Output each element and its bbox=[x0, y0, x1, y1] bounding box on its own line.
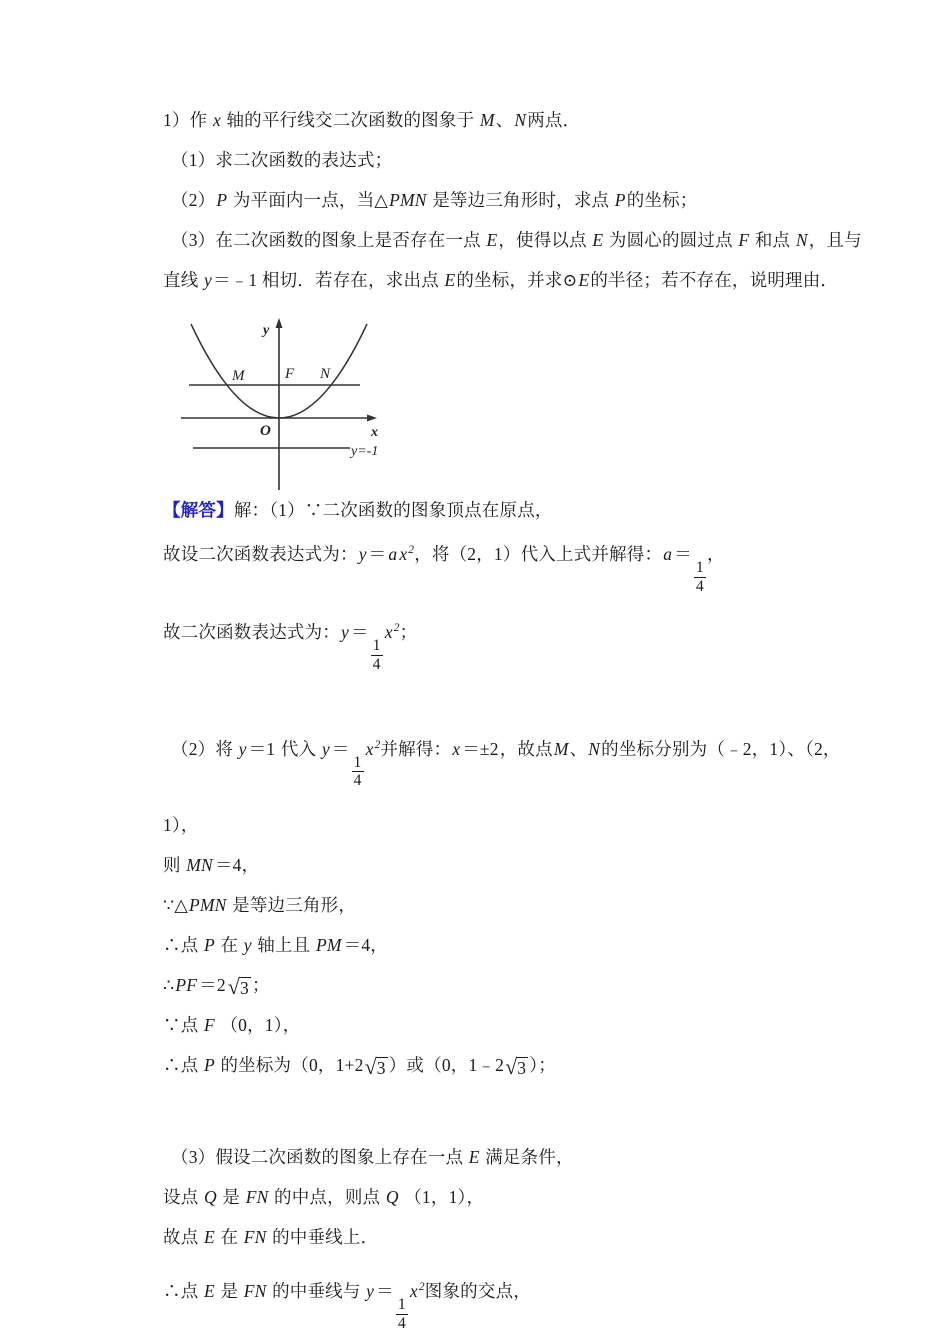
sol6-seg2: 是等边三角形， bbox=[232, 895, 357, 916]
item-3-seg1: 在二次函数的图象上是否存在一点 bbox=[215, 230, 481, 250]
sol2-fraction bbox=[371, 638, 383, 673]
parabola-coordinate-diagram bbox=[175, 312, 435, 492]
sol3-exp: 2 bbox=[374, 738, 381, 751]
sol3-seg1: 将 bbox=[215, 738, 234, 759]
sol14-frac-num: 1 bbox=[397, 1295, 406, 1313]
sol14-fn: FN bbox=[243, 1281, 267, 1301]
stem-point-m: M bbox=[479, 110, 495, 130]
sol1-seg3: ， bbox=[706, 543, 725, 564]
solution-line-12 bbox=[163, 1177, 823, 1217]
item-3-seg3: 为圆心的圆过点 bbox=[608, 230, 733, 250]
sol6-seg1: ∵△ bbox=[163, 895, 188, 916]
sol3-seg3: 并解得： bbox=[380, 738, 452, 759]
stem-var-x: x bbox=[212, 110, 221, 130]
sol7-seg2: 在 bbox=[220, 935, 239, 956]
sol5-eq: ＝4， bbox=[214, 855, 260, 876]
label-point-n: N bbox=[320, 366, 331, 382]
sol12-q: Q bbox=[203, 1187, 217, 1208]
sol13-fn: FN bbox=[243, 1227, 267, 1248]
sol1-x: x bbox=[399, 543, 408, 564]
sol12-seg2: 是 bbox=[222, 1187, 241, 1208]
sol12-seg1: 设点 bbox=[163, 1187, 199, 1208]
sol7-y: y bbox=[243, 935, 252, 956]
item-3-line2-var-e: E bbox=[444, 270, 456, 290]
sol13-e: E bbox=[203, 1227, 215, 1248]
document-content bbox=[163, 100, 862, 1332]
item-3-var-f: F bbox=[738, 230, 750, 250]
sol2-frac-num: 1 bbox=[372, 637, 381, 655]
sol1-y: y bbox=[358, 543, 367, 564]
sol11-seg2: 满足条件， bbox=[485, 1147, 574, 1168]
sol1-eq2: ＝ bbox=[674, 543, 692, 564]
radical-sign-icon: √ bbox=[505, 1055, 518, 1080]
sol3-seg2: 代入 bbox=[280, 738, 317, 759]
sol13-seg2: 在 bbox=[220, 1227, 239, 1248]
item-3-line2-eq: ＝﹣1 bbox=[212, 270, 258, 290]
solution-line-4 bbox=[163, 805, 823, 845]
solution-line-5 bbox=[163, 845, 823, 885]
sol1-a: a bbox=[388, 543, 398, 564]
sol10-seg2: 的坐标为（0，1+2 bbox=[220, 1055, 364, 1076]
sol1-exp: 2 bbox=[408, 544, 415, 556]
sol14-frac-den: 4 bbox=[397, 1314, 406, 1332]
solution-line-7 bbox=[163, 925, 823, 965]
stem-prefix: 1）作 bbox=[163, 110, 208, 130]
solution-line-14 bbox=[163, 1267, 823, 1331]
problem-item-2 bbox=[163, 180, 823, 220]
item-3-var-e2: E bbox=[592, 230, 604, 250]
sol10-seg3: ）或（0，1﹣2 bbox=[388, 1055, 505, 1076]
sol6-pmn: PMN bbox=[189, 895, 227, 916]
sol3-seg5: 的坐标分别为（﹣2，1）、（2， bbox=[601, 738, 841, 759]
sol3-y1: y bbox=[238, 738, 247, 759]
sol2-frac-den: 4 bbox=[372, 655, 381, 673]
sol2-exp: 2 bbox=[393, 622, 400, 635]
item-2-seg3: 的坐标； bbox=[626, 190, 698, 210]
sol11-e: E bbox=[468, 1147, 480, 1168]
item-2-var-p: P bbox=[216, 190, 228, 210]
sol8-seg2: ； bbox=[251, 975, 270, 996]
sol10-radical-2 bbox=[505, 1057, 528, 1078]
label-origin-o: O bbox=[260, 423, 271, 439]
solution-line-9 bbox=[163, 1005, 823, 1045]
stem-mid: 轴的平行线交二次函数的图象于 bbox=[226, 110, 475, 130]
sol1-seg2: ，将（2，1）代入上式并解得： bbox=[414, 543, 663, 564]
sol10-radical-1 bbox=[365, 1057, 388, 1078]
item-1-number: （1） bbox=[171, 150, 216, 170]
item-3-seg2: ，使得以点 bbox=[498, 230, 587, 250]
solution-intro: 解：（1）∵二次函数的图象顶点在原点， bbox=[233, 500, 553, 520]
sol3-frac-num: 1 bbox=[353, 753, 362, 771]
sol10-radicand1: 3 bbox=[376, 1058, 386, 1079]
sol3-eq3: ＝±2 bbox=[462, 738, 499, 759]
stem-suffix: 两点． bbox=[527, 110, 581, 130]
sol10-seg1: ∴点 bbox=[163, 1055, 199, 1076]
radical-sign-icon: √ bbox=[227, 975, 240, 1000]
label-point-f: F bbox=[285, 366, 295, 382]
sol3-x1: x bbox=[365, 738, 374, 759]
item-3-var-e: E bbox=[486, 230, 498, 250]
sol14-exp: 2 bbox=[418, 1281, 425, 1294]
sol14-fraction bbox=[396, 1297, 408, 1332]
sol13-seg1: 故点 bbox=[163, 1227, 199, 1248]
solution-line-3 bbox=[163, 725, 841, 790]
sol7-p: P bbox=[203, 935, 215, 956]
y-axis-arrow-icon bbox=[276, 318, 283, 328]
solution-line-6 bbox=[163, 885, 823, 925]
sol8-radicand: 3 bbox=[239, 978, 249, 999]
sol7-pm: PM bbox=[315, 935, 342, 956]
solution-line-13 bbox=[163, 1217, 823, 1257]
solution-line-2 bbox=[163, 608, 823, 672]
item-2-triangle: PMN bbox=[389, 190, 427, 210]
x-axis-arrow-icon bbox=[367, 415, 377, 422]
sol8-pf: PF bbox=[175, 975, 198, 996]
sol1-frac-num: 1 bbox=[695, 558, 704, 576]
sol1-seg1: 故设二次函数表达式为： bbox=[163, 543, 358, 564]
sol2-eq: ＝ bbox=[350, 622, 369, 643]
sol8-seg1: ∴ bbox=[163, 975, 175, 996]
sol14-seg3: 的中垂线与 bbox=[272, 1281, 361, 1301]
problem-item-1 bbox=[163, 140, 823, 180]
sol7-seg3: 轴上且 bbox=[257, 935, 311, 956]
sol4-text: 1）， bbox=[163, 815, 199, 836]
sol10-seg4: ）； bbox=[529, 1055, 556, 1076]
item-3-line2-seg2: 相切．若存在，求出点 bbox=[261, 270, 439, 290]
item-2-number: （2） bbox=[171, 190, 216, 210]
sol3-fraction bbox=[352, 755, 364, 790]
sol9-f: F bbox=[203, 1015, 215, 1036]
sol2-y: y bbox=[341, 622, 349, 643]
sol14-e: E bbox=[203, 1281, 215, 1301]
sol7-seg1: ∴点 bbox=[163, 935, 199, 956]
sol14-seg2: 是 bbox=[220, 1281, 239, 1301]
solution-tag: 【解答】 bbox=[163, 500, 234, 520]
sol3-y2: y bbox=[321, 738, 330, 759]
sol7-eq: ＝4， bbox=[343, 935, 388, 956]
item-3-seg4: 和点 bbox=[754, 230, 791, 250]
sol14-seg1: ∴点 bbox=[163, 1281, 199, 1301]
sol8-radical bbox=[228, 977, 251, 998]
problem-item-3-line1 bbox=[163, 220, 862, 260]
sol3-x2: x bbox=[452, 738, 461, 759]
solution-line-8 bbox=[163, 965, 823, 1005]
item-3-line2-var-e2: E bbox=[578, 270, 590, 290]
solution-line-10 bbox=[163, 1045, 823, 1085]
label-axis-y: y bbox=[263, 323, 270, 338]
sol13-seg3: 的中垂线上． bbox=[272, 1227, 379, 1248]
radical-sign-icon: √ bbox=[364, 1055, 377, 1080]
sol14-seg4: 图象的交点， bbox=[424, 1281, 531, 1301]
item-1-text: 求二次函数的表达式； bbox=[215, 150, 393, 170]
item-3-number: （3） bbox=[171, 230, 216, 250]
sol3-eq1: ＝1 bbox=[248, 738, 276, 759]
sol11-number: （3） bbox=[171, 1147, 216, 1168]
item-3-seg5: ，且与 bbox=[808, 230, 862, 250]
sol3-sep: 、 bbox=[569, 738, 588, 759]
sol9-seg2: （0，1）， bbox=[220, 1015, 301, 1036]
problem-item-3-line2 bbox=[163, 260, 839, 300]
label-axis-x: x bbox=[371, 425, 378, 440]
sol8-eq: ＝2 bbox=[199, 975, 226, 996]
sol10-p: P bbox=[203, 1055, 215, 1076]
label-line-y-neg1: y=-1 bbox=[351, 444, 379, 459]
sol2-seg1: 故二次函数表达式为： bbox=[163, 622, 340, 643]
item-3-var-n: N bbox=[795, 230, 808, 250]
solution-line-11 bbox=[163, 1137, 823, 1177]
sol1-a2: a bbox=[663, 543, 673, 564]
sol11-seg1: 假设二次函数的图象上存在一点 bbox=[215, 1147, 464, 1168]
sol3-number: （2） bbox=[171, 738, 216, 759]
item-2-seg2: 是等边三角形时，求点 bbox=[432, 190, 610, 210]
sol1-eq1: ＝ bbox=[368, 543, 387, 564]
sol12-fn: FN bbox=[245, 1187, 269, 1208]
sol2-x: x bbox=[384, 622, 393, 643]
stem-sep: 、 bbox=[495, 110, 514, 130]
sol14-eq: ＝ bbox=[376, 1281, 394, 1301]
sol10-radicand2: 3 bbox=[517, 1058, 527, 1079]
item-2-seg1: 为平面内一点，当△ bbox=[232, 190, 389, 210]
sol2-seg2: ； bbox=[399, 622, 418, 643]
sol3-eq2: ＝ bbox=[331, 738, 350, 759]
sol9-seg1: ∵点 bbox=[163, 1015, 199, 1036]
sol3-n: N bbox=[588, 738, 601, 759]
sol3-m: M bbox=[553, 738, 569, 759]
sol12-seg4: （1，1）， bbox=[404, 1187, 485, 1208]
stem-point-n: N bbox=[514, 110, 527, 130]
sol12-seg3: 的中点，则点 bbox=[274, 1187, 381, 1208]
item-2-var-p2: P bbox=[614, 190, 626, 210]
solution-line-1 bbox=[163, 530, 823, 594]
sol14-y: y bbox=[366, 1281, 375, 1301]
item-3-line2-var-y: y bbox=[203, 270, 212, 290]
item-3-line2-seg4: 的半径；若不存在，说明理由． bbox=[590, 270, 839, 290]
sol1-frac-den: 4 bbox=[695, 577, 704, 595]
sol14-x: x bbox=[409, 1281, 418, 1301]
item-3-line2-seg1: 直线 bbox=[163, 270, 199, 290]
sol1-fraction bbox=[694, 560, 706, 595]
solution-intro-line bbox=[163, 490, 823, 530]
sol12-q2: Q bbox=[385, 1187, 399, 1208]
sol5-mn: MN bbox=[186, 855, 213, 876]
item-3-line2-seg3: 的坐标，并求⊙ bbox=[456, 270, 578, 290]
sol3-frac-den: 4 bbox=[353, 772, 362, 790]
label-point-m: M bbox=[232, 368, 245, 384]
sol3-seg4: ，故点 bbox=[499, 738, 553, 759]
sol5-seg1: 则 bbox=[163, 855, 181, 876]
problem-stem bbox=[163, 100, 823, 140]
